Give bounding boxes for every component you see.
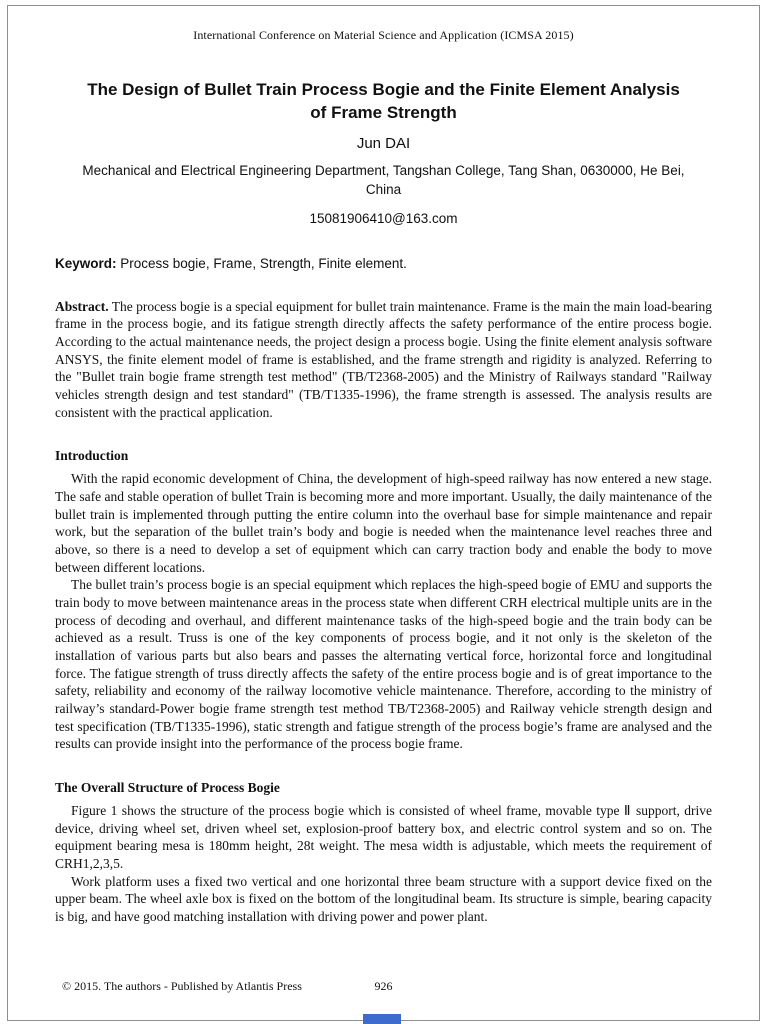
abstract-label: Abstract.	[55, 298, 109, 314]
overall-structure-paragraph-1: Figure 1 shows the structure of the process bogie which is consisted of wheel frame, movable type Ⅱ support, drive device, driving wheel set, driven wheel set, explosion-proof battery box, and electric control system and so on. The equipment bearing mesa is 180mm height, 28t weight. The mesa width is adjustable, which meets the requirement of CRH1,2,3,5.	[55, 803, 712, 872]
page-footer	[62, 979, 705, 994]
abstract-text: The process bogie is a special equipment for bullet train maintenance. Frame is the main the main load-bearing frame in the process bogie, and its fatigue strength directly affects the safety performance of the entire process bogie. According to the actual maintenance needs, the project design a process bogie. Using the finite element analysis software ANSYS, the finite element model of frame is established, and the frame strength and rigidity is analyzed. Referring to the "Bullet train bogie frame strength test method" (TB/T2368-2005) and the Ministry of Railways standard "Railway vehicles strength design and test standard" (TB/T1335-1996), the frame strength is assessed. The analysis results are consistent with the practical application.	[55, 298, 712, 420]
keywords-label: Keyword:	[55, 255, 117, 271]
author-name: Jun DAI	[356, 134, 411, 152]
scrollbar-thumb[interactable]	[363, 1014, 401, 1024]
paper-page	[7, 5, 760, 1021]
conference-header: International Conference on Material Science and Application (ICMSA 2015)	[193, 28, 574, 42]
introduction-paragraph-1: With the rapid economic development of China, the development of high-speed railway has now entered a new stage. The safe and stable operation of bullet Train is becoming more and more important. Usually, the daily maintenance of the bullet train is implemented through putting the entire column into the overhaul base for simple maintenance and repair work, but the separation of the bullet train’s body and bogie is needed when the maintenance level reaches three and above, so there is a need to develop a set of equipment which can carry traction body and enable the body to move between different locations.	[55, 471, 712, 575]
keywords-text: Process bogie, Frame, Strength, Finite element.	[116, 255, 407, 271]
keywords-line	[55, 256, 712, 271]
section-heading-overall-structure: The Overall Structure of Process Bogie	[55, 780, 280, 796]
section-heading-introduction: Introduction	[55, 448, 129, 464]
overall-structure-paragraph-2: Work platform uses a fixed two vertical and one horizontal three beam structure with a support device fixed on the upper beam. The wheel axle box is fixed on the bottom of the longitudinal beam. Its structure is simple, bearing capacity is big, and have good matching installation with driving power and power plant.	[55, 873, 712, 925]
author-affiliation: Mechanical and Electrical Engineering Department, Tangshan College, Tang Shan, 0630000, He Bei, China	[82, 162, 685, 197]
abstract-paragraph	[55, 298, 712, 422]
author-email: 15081906410@163.com	[309, 210, 458, 226]
paper-title: The Design of Bullet Train Process Bogie and the Finite Element Analysis of Frame Strength	[87, 80, 680, 122]
copyright-notice: © 2015. The authors - Published by Atlantis Press	[62, 979, 302, 993]
page-number: 926	[374, 979, 393, 993]
introduction-paragraph-2: The bullet train’s process bogie is an special equipment which replaces the high-speed bogie of EMU and supports the train body to move between maintenance areas in the process state when different CRH electrical multiple units are in the process of decoding and overhaul, and different maintenance tasks of the high-speed bogie and the train body can be achieved as a result. Truss is one of the key components of process bogie, and it not only is the skeleton of the installation of various parts but also bears and passes the alternating vertical force, horizontal force and longitudinal force. The fatigue strength of truss directly affects the safety of the entire process bogie and is of great importance to the safety, reliability and economy of the railway locomotive vehicle maintenance. Therefore, according to the ministry of railway’s standard-Power bogie frame strength test method TB/T2368-2005) and Railway vehicle strength design and test specification (TB/T1335-1996), static strength and fatigue strength of the process bogie’s frame are analysed and the results can provide insight into the performance of the process bogie frame.	[55, 577, 712, 752]
